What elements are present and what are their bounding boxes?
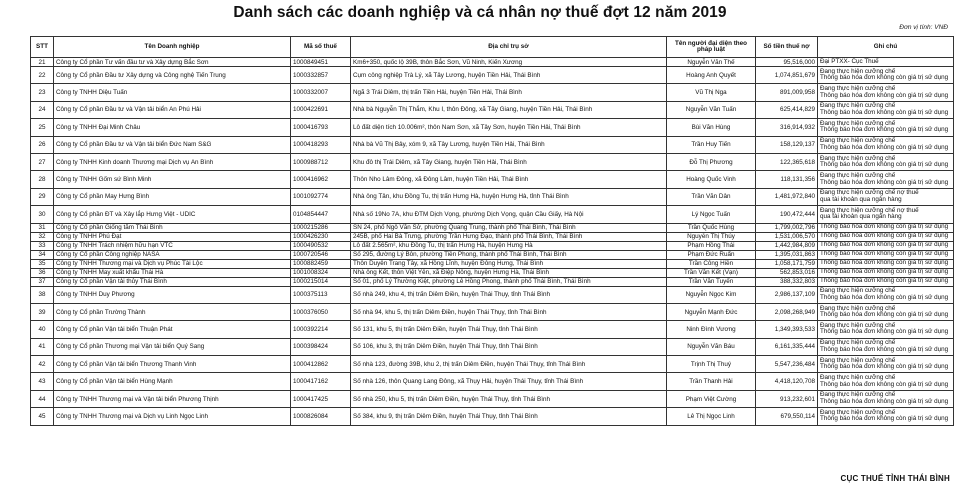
table-row [31,153,954,170]
cell-company-name: Công ty Cổ phần Vận tải biển Hùng Mạnh [54,373,291,390]
cell-legal-representative: Trần Thanh Hải [667,373,756,390]
note-line: qua tài khoản qua ngân hàng [820,195,902,203]
cell-debt-amount: 1,395,031,863 [756,250,818,259]
note-line: Thông báo hóa đơn không còn giá trị sử dụng [820,328,949,336]
cell-note [818,321,954,338]
cell-tax-code: 1000215286 [291,223,351,232]
cell-company-name: Công ty Cổ phần Vận tải thủy Thái Bình [54,277,291,286]
table-row [31,373,954,390]
cell-tax-code: 1000826084 [291,408,351,425]
cell-stt: 33 [31,241,54,250]
cell-tax-code: 1000426230 [291,232,351,241]
cell-note [818,223,954,232]
cell-company-name: Công ty TNHH Duy Phương [54,286,291,303]
cell-legal-representative: Trần Văn Kết (Vạn) [667,268,756,277]
note-line: Đang thực hiện cưỡng chế [820,339,896,347]
table-row [31,250,954,259]
cell-legal-representative: Phạm Việt Cường [667,390,756,407]
cell-legal-representative: Phạm Đức Ruẩn [667,250,756,259]
note-line: Đang thực hiện cưỡng chế [820,84,896,92]
table-row [31,58,954,67]
cell-company-name: Công ty Cổ phần Vận tải biển Thương Thanh Vinh [54,356,291,373]
note-line: Thông báo hóa đơn không còn giá trị sử dụng [820,268,949,276]
cell-tax-code: 1000490532 [291,241,351,250]
cell-address: 245B, phố Hai Bà Trưng, phường Trần Hưng Đạo, thành phố Thái Bình, Thái Bình [351,232,667,241]
cell-stt: 28 [31,171,54,188]
cell-debt-amount: 1,074,851,679 [756,67,818,84]
cell-debt-amount: 5,547,236,484 [756,356,818,373]
cell-address: Nhà ông Tân, khu Đồng Tu, thị trấn Hưng Hà, huyện Hưng Hà, tỉnh Thái Bình [351,188,667,205]
cell-stt: 23 [31,84,54,101]
note-line: Thông báo hóa đơn không còn giá trị sử dụng [820,91,949,99]
cell-note [818,373,954,390]
note-line: Thông báo hóa đơn không còn giá trị sử dụng [820,232,949,240]
note-line: Thông báo hóa đơn không còn giá trị sử dụng [820,345,949,353]
table-row [31,67,954,84]
note-line: Thông báo hóa đơn không còn giá trị sử dụng [820,259,949,267]
cell-legal-representative: Nguyễn Thị Thúy [667,232,756,241]
cell-note [818,241,954,250]
cell-tax-code: 1000412862 [291,356,351,373]
table-row [31,241,954,250]
cell-legal-representative: Lê Thị Ngọc Linh [667,408,756,425]
cell-stt: 34 [31,250,54,259]
cell-legal-representative: Hoàng Quốc Vinh [667,171,756,188]
cell-note [818,286,954,303]
cell-debt-amount: 1,058,171,759 [756,259,818,268]
cell-tax-code: 1000416793 [291,119,351,136]
cell-address: Số 384, khu 9, thị trấn Diêm Điền, huyện Thái Thụy, tỉnh Thái Bình [351,408,667,425]
cell-address: Số 01, phố Lý Thường Kiệt, phường Lê Hồng Phong, thành phố Thái Bình, Thái Bình [351,277,667,286]
cell-company-name: Công ty Cổ phần Vận tải biển Thuận Phát [54,321,291,338]
cell-address: Khu đô thị Trái Diêm, xã Tây Giang, huyện Tiền Hải, Thái Bình [351,153,667,170]
cell-address: Nhà số 19No 7A, khu ĐTM Dịch Vọng, phường Dịch Vọng, quận Cầu Giấy, Hà Nội [351,206,667,223]
cell-legal-representative: Nguyễn Ngọc Kim [667,286,756,303]
cell-company-name: Công ty Cổ phần Thương mại Vận tải biển Quý Sang [54,338,291,355]
cell-note [818,84,954,101]
cell-company-name: Công ty TNHH Phú Đạt [54,232,291,241]
cell-note [818,58,954,67]
note-line: Thông báo hóa đơn không còn giá trị sử dụng [820,415,949,423]
note-line: Đang thực hiện cưỡng chế nợ thuế [820,189,919,197]
cell-debt-amount: 118,131,356 [756,171,818,188]
cell-stt: 26 [31,136,54,153]
note-line: Đang thực hiện cưỡng chế [820,374,896,382]
cell-company-name: Công ty Cổ phần Đầu tư và Vận tải biển An Phú Hải [54,101,291,118]
cell-tax-code: 0104854447 [291,206,351,223]
cell-tax-code: 1000398424 [291,338,351,355]
cell-note [818,303,954,320]
note-line: qua tài khoản qua ngân hàng [820,213,902,221]
cell-tax-code: 1000882459 [291,259,351,268]
cell-legal-representative: Trần Công Hiền [667,259,756,268]
cell-address: Cụm công nghiệp Trà Lý, xã Tây Lương, huyện Tiền Hải, Thái Bình [351,67,667,84]
cell-tax-code: 1001008324 [291,268,351,277]
cell-note [818,67,954,84]
cell-note [818,268,954,277]
cell-address: Thôn Nho Lâm Đông, xã Đông Lâm, huyện Tiền Hải, Thái Bình [351,171,667,188]
table-row [31,206,954,223]
cell-company-name: Công ty TNHH Trách nhiệm hữu hạn VTC [54,241,291,250]
note-line: Đại PTXX- Cục Thuế [820,57,879,65]
note-line: Đang thực hiện cưỡng chế [820,391,896,399]
cell-address: Số nhà 123, đường 39B, khu 2, thị trấn Diêm Điền, huyện Thái Thụy, tỉnh Thái Bình [351,356,667,373]
table-row [31,223,954,232]
cell-tax-code: 1000332857 [291,67,351,84]
cell-company-name: Công ty Cổ phần ĐT và Xây lắp Hưng Việt - UDIC [54,206,291,223]
note-line: Thông báo hóa đơn không còn giá trị sử dụng [820,398,949,406]
cell-legal-representative: Nguyễn Văn Tuấn [667,101,756,118]
cell-stt: 35 [31,259,54,268]
note-line: Thông báo hóa đơn không còn giá trị sử dụng [820,223,949,231]
note-line: Thông báo hóa đơn không còn giá trị sử dụng [820,363,949,371]
cell-address: Số nhà 249, khu 4, thị trấn Diêm Điền, huyện Thái Thụy, tỉnh Thái Bình [351,286,667,303]
cell-legal-representative: Trần Văn Dân [667,188,756,205]
note-line: Đang thực hiện cưỡng chế [820,171,896,179]
table-row [31,119,954,136]
cell-debt-amount: 1,442,984,809 [756,241,818,250]
cell-note [818,390,954,407]
cell-stt: 44 [31,390,54,407]
note-line: Đang thực hiện cưỡng chế [820,154,896,162]
cell-company-name: Công ty TNHH Đại Minh Châu [54,119,291,136]
table-row [31,356,954,373]
cell-legal-representative: Nguyễn Văn Báu [667,338,756,355]
cell-tax-code: 1000416962 [291,171,351,188]
cell-legal-representative: Nguyễn Văn Thế [667,58,756,67]
cell-stt: 22 [31,67,54,84]
cell-note [818,136,954,153]
cell-company-name: Công ty Cổ phần Công nghiệp NASA [54,250,291,259]
cell-debt-amount: 190,472,444 [756,206,818,223]
cell-company-name: Công ty TNHH Thương mại và Vận tải biển Phương Thịnh [54,390,291,407]
cell-note [818,408,954,425]
note-line: Đang thực hiện cưỡng chế [820,102,896,110]
cell-stt: 45 [31,408,54,425]
cell-tax-code: 1000417425 [291,390,351,407]
cell-stt: 30 [31,206,54,223]
note-line: Thông báo hóa đơn không còn giá trị sử dụng [820,161,949,169]
cell-address: SN 24, phố Ngô Văn Sở, phường Quang Trung, thành phố Thái Bình, Thái Bình [351,223,667,232]
header-legal-representative: Tên người đại diện theo pháp luật [667,37,756,58]
note-line: Thông báo hóa đơn không còn giá trị sử dụng [820,74,949,82]
cell-debt-amount: 6,161,335,444 [756,338,818,355]
cell-legal-representative: Nguyễn Mạnh Đức [667,303,756,320]
cell-stt: 37 [31,277,54,286]
cell-stt: 25 [31,119,54,136]
tax-debt-table [30,36,954,426]
table-row [31,390,954,407]
cell-debt-amount: 625,414,829 [756,101,818,118]
cell-tax-code: 1000375113 [291,286,351,303]
cell-company-name: Công ty Cổ phần Trường Thành [54,303,291,320]
cell-address: Km6+350, quốc lộ 39B, thôn Bắc Sơn, Vũ Ninh, Kiến Xương [351,58,667,67]
cell-address: Số nhà 250, khu 5, thị trấn Diêm Điền, huyện Thái Thụy, tỉnh Thái Bình [351,390,667,407]
cell-company-name: Công ty Cổ phần Đầu tư Xây dựng và Công nghệ Tiến Trung [54,67,291,84]
cell-address: Lô đất 2.565m², khu Đồng Tu, thị trấn Hưng Hà, huyện Hưng Hà [351,241,667,250]
cell-company-name: Công ty TNHH Kinh doanh Thương mại Dịch vụ An Bình [54,153,291,170]
table-row [31,321,954,338]
cell-address: Số 131, khu 5, thị trấn Diêm Điền, huyện Thái Thụy, tỉnh Thái Bình [351,321,667,338]
cell-company-name: Công ty Cổ phần Đầu tư và Vận tải biển Đức Nam S&G [54,136,291,153]
cell-legal-representative: Ninh Đình Vương [667,321,756,338]
cell-address: Nhà bà Nguyễn Thị Thắm, Khu I, thôn Đông, xã Tây Giang, huyện Tiền Hải, Thái Bình [351,101,667,118]
cell-stt: 39 [31,303,54,320]
cell-address: Số 106, khu 3, thị trấn Diêm Điền, huyện Thái Thụy, tỉnh Thái Bình [351,338,667,355]
cell-stt: 40 [31,321,54,338]
cell-address: Ngã 3 Trái Diêm, thị trấn Tiền Hải, huyện Tiền Hải, Thái Bình [351,84,667,101]
table-row [31,268,954,277]
cell-legal-representative: Đỗ Thị Phương [667,153,756,170]
cell-stt: 36 [31,268,54,277]
cell-debt-amount: 95,516,000 [756,58,818,67]
cell-debt-amount: 158,129,137 [756,136,818,153]
cell-company-name: Công ty TNHH May xuất khẩu Thái Hà [54,268,291,277]
header-address: Địa chỉ trụ sở [351,37,667,58]
cell-company-name: Công ty Cổ phần May Hưng Bình [54,188,291,205]
table-row [31,84,954,101]
note-line: Thông báo hóa đơn không còn giá trị sử dụng [820,178,949,186]
cell-stt: 24 [31,101,54,118]
table-row [31,136,954,153]
note-line: Thông báo hóa đơn không còn giá trị sử dụng [820,293,949,301]
cell-company-name: Công ty TNHH Gốm sứ Bình Minh [54,171,291,188]
cell-stt: 31 [31,223,54,232]
cell-debt-amount: 2,986,137,109 [756,286,818,303]
cell-note [818,171,954,188]
cell-legal-representative: Trần Huy Tiến [667,136,756,153]
cell-legal-representative: Vũ Thị Nga [667,84,756,101]
cell-legal-representative: Hoàng Anh Quyết [667,67,756,84]
cell-debt-amount: 1,799,002,796 [756,223,818,232]
table-row [31,232,954,241]
cell-debt-amount: 679,550,114 [756,408,818,425]
cell-stt: 42 [31,356,54,373]
cell-note [818,277,954,286]
note-line: Thông báo hóa đơn không còn giá trị sử dụng [820,250,949,258]
cell-tax-code: 1000720546 [291,250,351,259]
cell-note [818,119,954,136]
table-row [31,171,954,188]
note-line: Thông báo hóa đơn không còn giá trị sử dụng [820,143,949,151]
cell-debt-amount: 122,365,618 [756,153,818,170]
cell-stt: 38 [31,286,54,303]
table-row [31,286,954,303]
note-line: Đang thực hiện cưỡng chế [820,408,896,416]
currency-unit-note: Đơn vị tính: VNĐ [899,24,948,31]
table-header-row [31,37,954,58]
cell-note [818,206,954,223]
cell-debt-amount: 913,232,601 [756,390,818,407]
cell-tax-code: 1000988712 [291,153,351,170]
cell-tax-code: 1000376050 [291,303,351,320]
note-line: Thông báo hóa đơn không còn giá trị sử dụng [820,241,949,249]
cell-address: Số 295, đường Lý Bôn, phường Tiền Phong, thành phố Thái Bình, Thái Bình [351,250,667,259]
cell-note [818,338,954,355]
cell-address: Số nhà 126, thôn Quang Lang Đông, xã Thụy Hải, huyện Thái Thụy, tỉnh Thái Bình [351,373,667,390]
cell-address: Lô đất diện tích 10.006m², thôn Nam Sơn, xã Tây Sơn, huyện Tiền Hải, Thái Bình [351,119,667,136]
note-line: Đang thực hiện cưỡng chế [820,137,896,145]
cell-note [818,250,954,259]
note-line: Đang thực hiện cưỡng chế [820,119,896,127]
cell-tax-code: 1000332007 [291,84,351,101]
cell-debt-amount: 388,332,803 [756,277,818,286]
cell-note [818,188,954,205]
table-row [31,303,954,320]
cell-stt: 32 [31,232,54,241]
cell-debt-amount: 1,349,393,533 [756,321,818,338]
note-line: Đang thực hiện cưỡng chế [820,67,896,75]
header-company-name: Tên Doanh nghiệp [54,37,291,58]
table-body [31,58,954,426]
cell-note [818,101,954,118]
cell-legal-representative: Bùi Văn Hùng [667,119,756,136]
header-tax-code: Mã số thuế [291,37,351,58]
cell-tax-code: 1000422691 [291,101,351,118]
note-line: Thông báo hóa đơn không còn giá trị sử dụng [820,311,949,319]
note-line: Đang thực hiện cưỡng chế [820,287,896,295]
cell-company-name: Công ty Cổ phần Tư vấn đầu tư và Xây dựng Bắc Sơn [54,58,291,67]
cell-stt: 41 [31,338,54,355]
note-line: Thông báo hóa đơn không còn giá trị sử dụng [820,108,949,116]
note-line: Thông báo hóa đơn không còn giá trị sử dụng [820,277,949,285]
table-row [31,188,954,205]
cell-tax-code: 1000417162 [291,373,351,390]
cell-note [818,232,954,241]
cell-legal-representative: Trịnh Thị Thuý [667,356,756,373]
table-row [31,259,954,268]
cell-company-name: Công ty TNHH Diệu Tuấn [54,84,291,101]
cell-legal-representative: Trần Quốc Hùng [667,223,756,232]
cell-tax-code: 1000849451 [291,58,351,67]
cell-company-name: Công ty TNHH Thương mại và Dịch vụ Phúc Tài Lộc [54,259,291,268]
table-row [31,408,954,425]
cell-stt: 27 [31,153,54,170]
cell-tax-code: 1000215014 [291,277,351,286]
cell-note [818,356,954,373]
note-line: Đang thực hiện cưỡng chế [820,356,896,364]
issuer-footer: CỤC THUẾ TỈNH THÁI BÌNH [840,474,950,483]
note-line: Thông báo hóa đơn không còn giá trị sử dụng [820,380,949,388]
note-line: Đang thực hiện cưỡng chế [820,304,896,312]
header-debt-amount: Số tiền thuế nợ [756,37,818,58]
table-row [31,338,954,355]
cell-tax-code: 1000392214 [291,321,351,338]
cell-legal-representative: Phạm Hồng Thái [667,241,756,250]
cell-tax-code: 1001092774 [291,188,351,205]
cell-debt-amount: 1,481,972,840 [756,188,818,205]
cell-debt-amount: 4,418,120,708 [756,373,818,390]
cell-note [818,259,954,268]
cell-stt: 43 [31,373,54,390]
cell-debt-amount: 316,914,932 [756,119,818,136]
cell-tax-code: 1000418293 [291,136,351,153]
note-line: Đang thực hiện cưỡng chế [820,321,896,329]
header-stt: STT [31,37,54,58]
table-row [31,101,954,118]
cell-company-name: Công ty Cổ phần Giống tằm Thái Bình [54,223,291,232]
header-note: Ghi chú [818,37,954,58]
cell-address: Nhà bà Vũ Thị Bảy, xóm 9, xã Tây Lương, huyện Tiền Hải, Thái Bình [351,136,667,153]
cell-debt-amount: 1,531,006,570 [756,232,818,241]
cell-address: Thôn Duyên Trang Tây, xã Hồng Lĩnh, huyện Đông Hưng, Thái Bình [351,259,667,268]
note-line: Thông báo hóa đơn không còn giá trị sử dụng [820,126,949,134]
cell-stt: 29 [31,188,54,205]
cell-debt-amount: 891,009,958 [756,84,818,101]
note-line: Đang thực hiện cưỡng chế nợ thuế [820,206,919,214]
document-title: Danh sách các doanh nghiệp và cá nhân nợ thuế đợt 12 năm 2019 [233,4,727,21]
cell-stt: 21 [31,58,54,67]
table-row [31,277,954,286]
cell-legal-representative: Trần Văn Tuyến [667,277,756,286]
cell-debt-amount: 2,098,268,949 [756,303,818,320]
cell-legal-representative: Lý Ngọc Tuấn [667,206,756,223]
cell-company-name: Công ty TNHH Thương mại và Dịch vụ Linh Ngọc Linh [54,408,291,425]
cell-address: Số nhà 94, khu 5, thị trấn Diêm Điền, huyện Thái Thụy, tỉnh Thái Bình [351,303,667,320]
cell-address: Nhà ông Kết, thôn Việt Yên, xã Điệp Nông, huyện Hưng Hà, Thái Bình [351,268,667,277]
cell-debt-amount: 562,853,016 [756,268,818,277]
cell-note [818,153,954,170]
